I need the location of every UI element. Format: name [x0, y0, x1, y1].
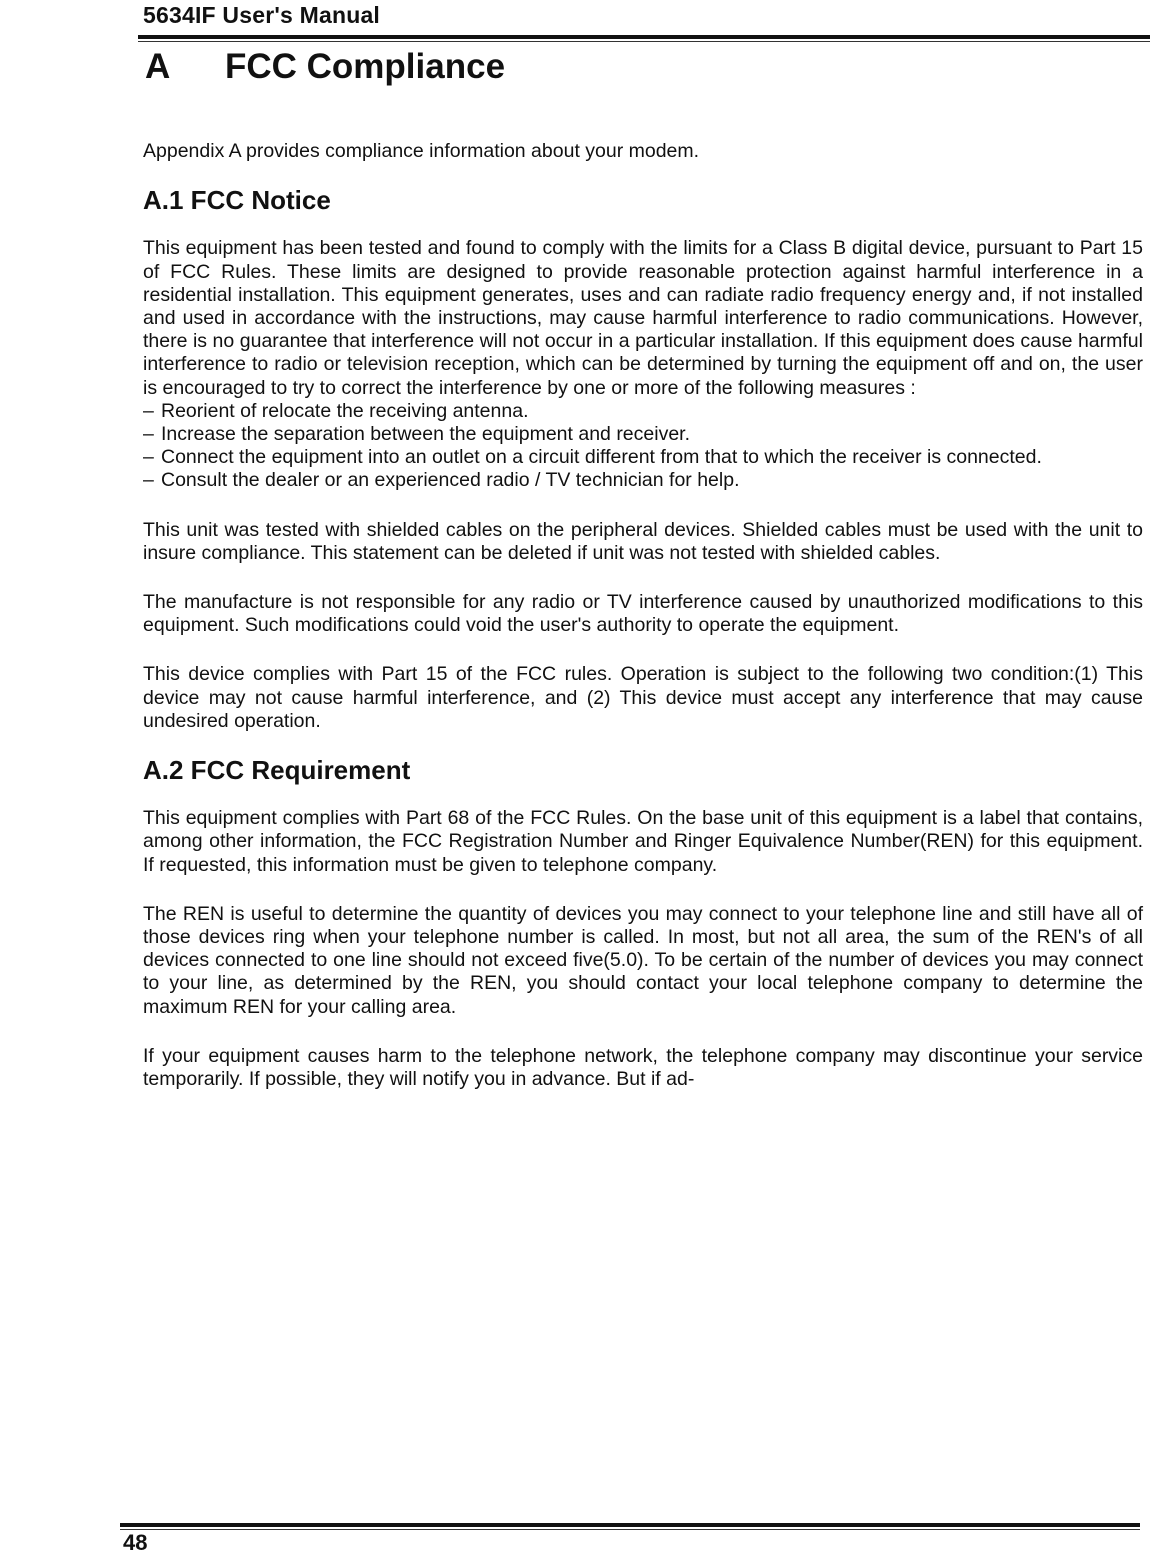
section-heading-fcc-notice: A.1 FCC Notice: [143, 185, 331, 216]
requirement-paragraph-1: This equipment complies with Part 68 of the FCC Rules. On the base unit of this equipment is a label that contains, among other information, the FCC Registration Number and Ringer Equivalence Number(REN) for this equipment. If requested, this information must be given to telephone company.: [143, 807, 1143, 876]
list-item: – Consult the dealer or an experienced radio / TV technician for help.: [143, 469, 740, 492]
header-rule: [138, 35, 1150, 39]
list-item: – Connect the equipment into an outlet on a circuit different from that to which the receiver is connected.: [143, 446, 1042, 469]
measures-list: [143, 400, 1143, 493]
notice-paragraph-3: The manufacture is not responsible for any radio or TV interference caused by unauthorized modifications to this equipment. Such modifications could void the user's authority to operate the equipment.: [143, 591, 1143, 637]
requirement-paragraph-3: If your equipment causes harm to the telephone network, the telephone company may discontinue your service temporarily. If possible, they will notify you in advance. But if ad-: [143, 1044, 1143, 1091]
notice-paragraph-1: This equipment has been tested and found to comply with the limits for a Class B digital device, pursuant to Part 15 of FCC Rules. These limits are designed to provide reasonable protection against harmful interference in a residential installation. This equipment generates, uses and can radiate radio frequency energy and, if not installed and used in accordance with the instructions, may cause harmful interference to radio communications. However, there is no guarantee that interference will not occur in a particular installation. If this equipment does cause harmful interference to radio or television reception, which can be determined by turning the equipment off and on, the user is encouraged to try to correct the interference by one or more of the following measures :: [143, 237, 1143, 399]
footer-rule-thin: [120, 1529, 1140, 1530]
chapter-title-text: FCC Compliance: [225, 47, 506, 86]
requirement-paragraph-2: The REN is useful to determine the quantity of devices you may connect to your telephone line and still have all of those devices ring when your telephone number is called. In most, but not all area, the sum of the REN's of all devices connected to one line should not exceed five(5.0). To be certain of the number of devices you may connect to your line, as determined by the REN, you should contact your local telephone company to determine the maximum REN for your calling area.: [143, 902, 1143, 1018]
header-rule-thin: [138, 41, 1150, 42]
intro-paragraph: Appendix A provides compliance information about your modem.: [143, 140, 700, 162]
dash-bullet: –: [143, 469, 154, 492]
dash-bullet: –: [143, 446, 154, 469]
page-body: [143, 140, 1143, 1091]
list-item: – Increase the separation between the equipment and receiver.: [143, 423, 691, 446]
notice-paragraph-2: This unit was tested with shielded cables on the peripheral devices. Shielded cables must be used with the unit to insure compliance. This statement can be deleted if unit was not tested with shielded cables.: [143, 518, 1143, 564]
dash-bullet: –: [143, 423, 154, 446]
list-item: – Reorient of relocate the receiving antenna.: [143, 399, 529, 422]
chapter-letter: A: [145, 47, 171, 86]
footer-rule: [120, 1523, 1140, 1527]
section-heading-fcc-requirement: A.2 FCC Requirement: [143, 755, 411, 786]
chapter-title: [145, 47, 505, 87]
notice-paragraph-4: This device complies with Part 15 of the FCC rules. Operation is subject to the following two condition:(1) This device may not cause harmful interference, and (2) This device must accept any interference that may cause undesired operation.: [143, 663, 1143, 732]
running-header: 5634IF User's Manual: [143, 2, 381, 28]
dash-bullet: –: [143, 399, 154, 422]
page-number: 48: [123, 1530, 148, 1555]
